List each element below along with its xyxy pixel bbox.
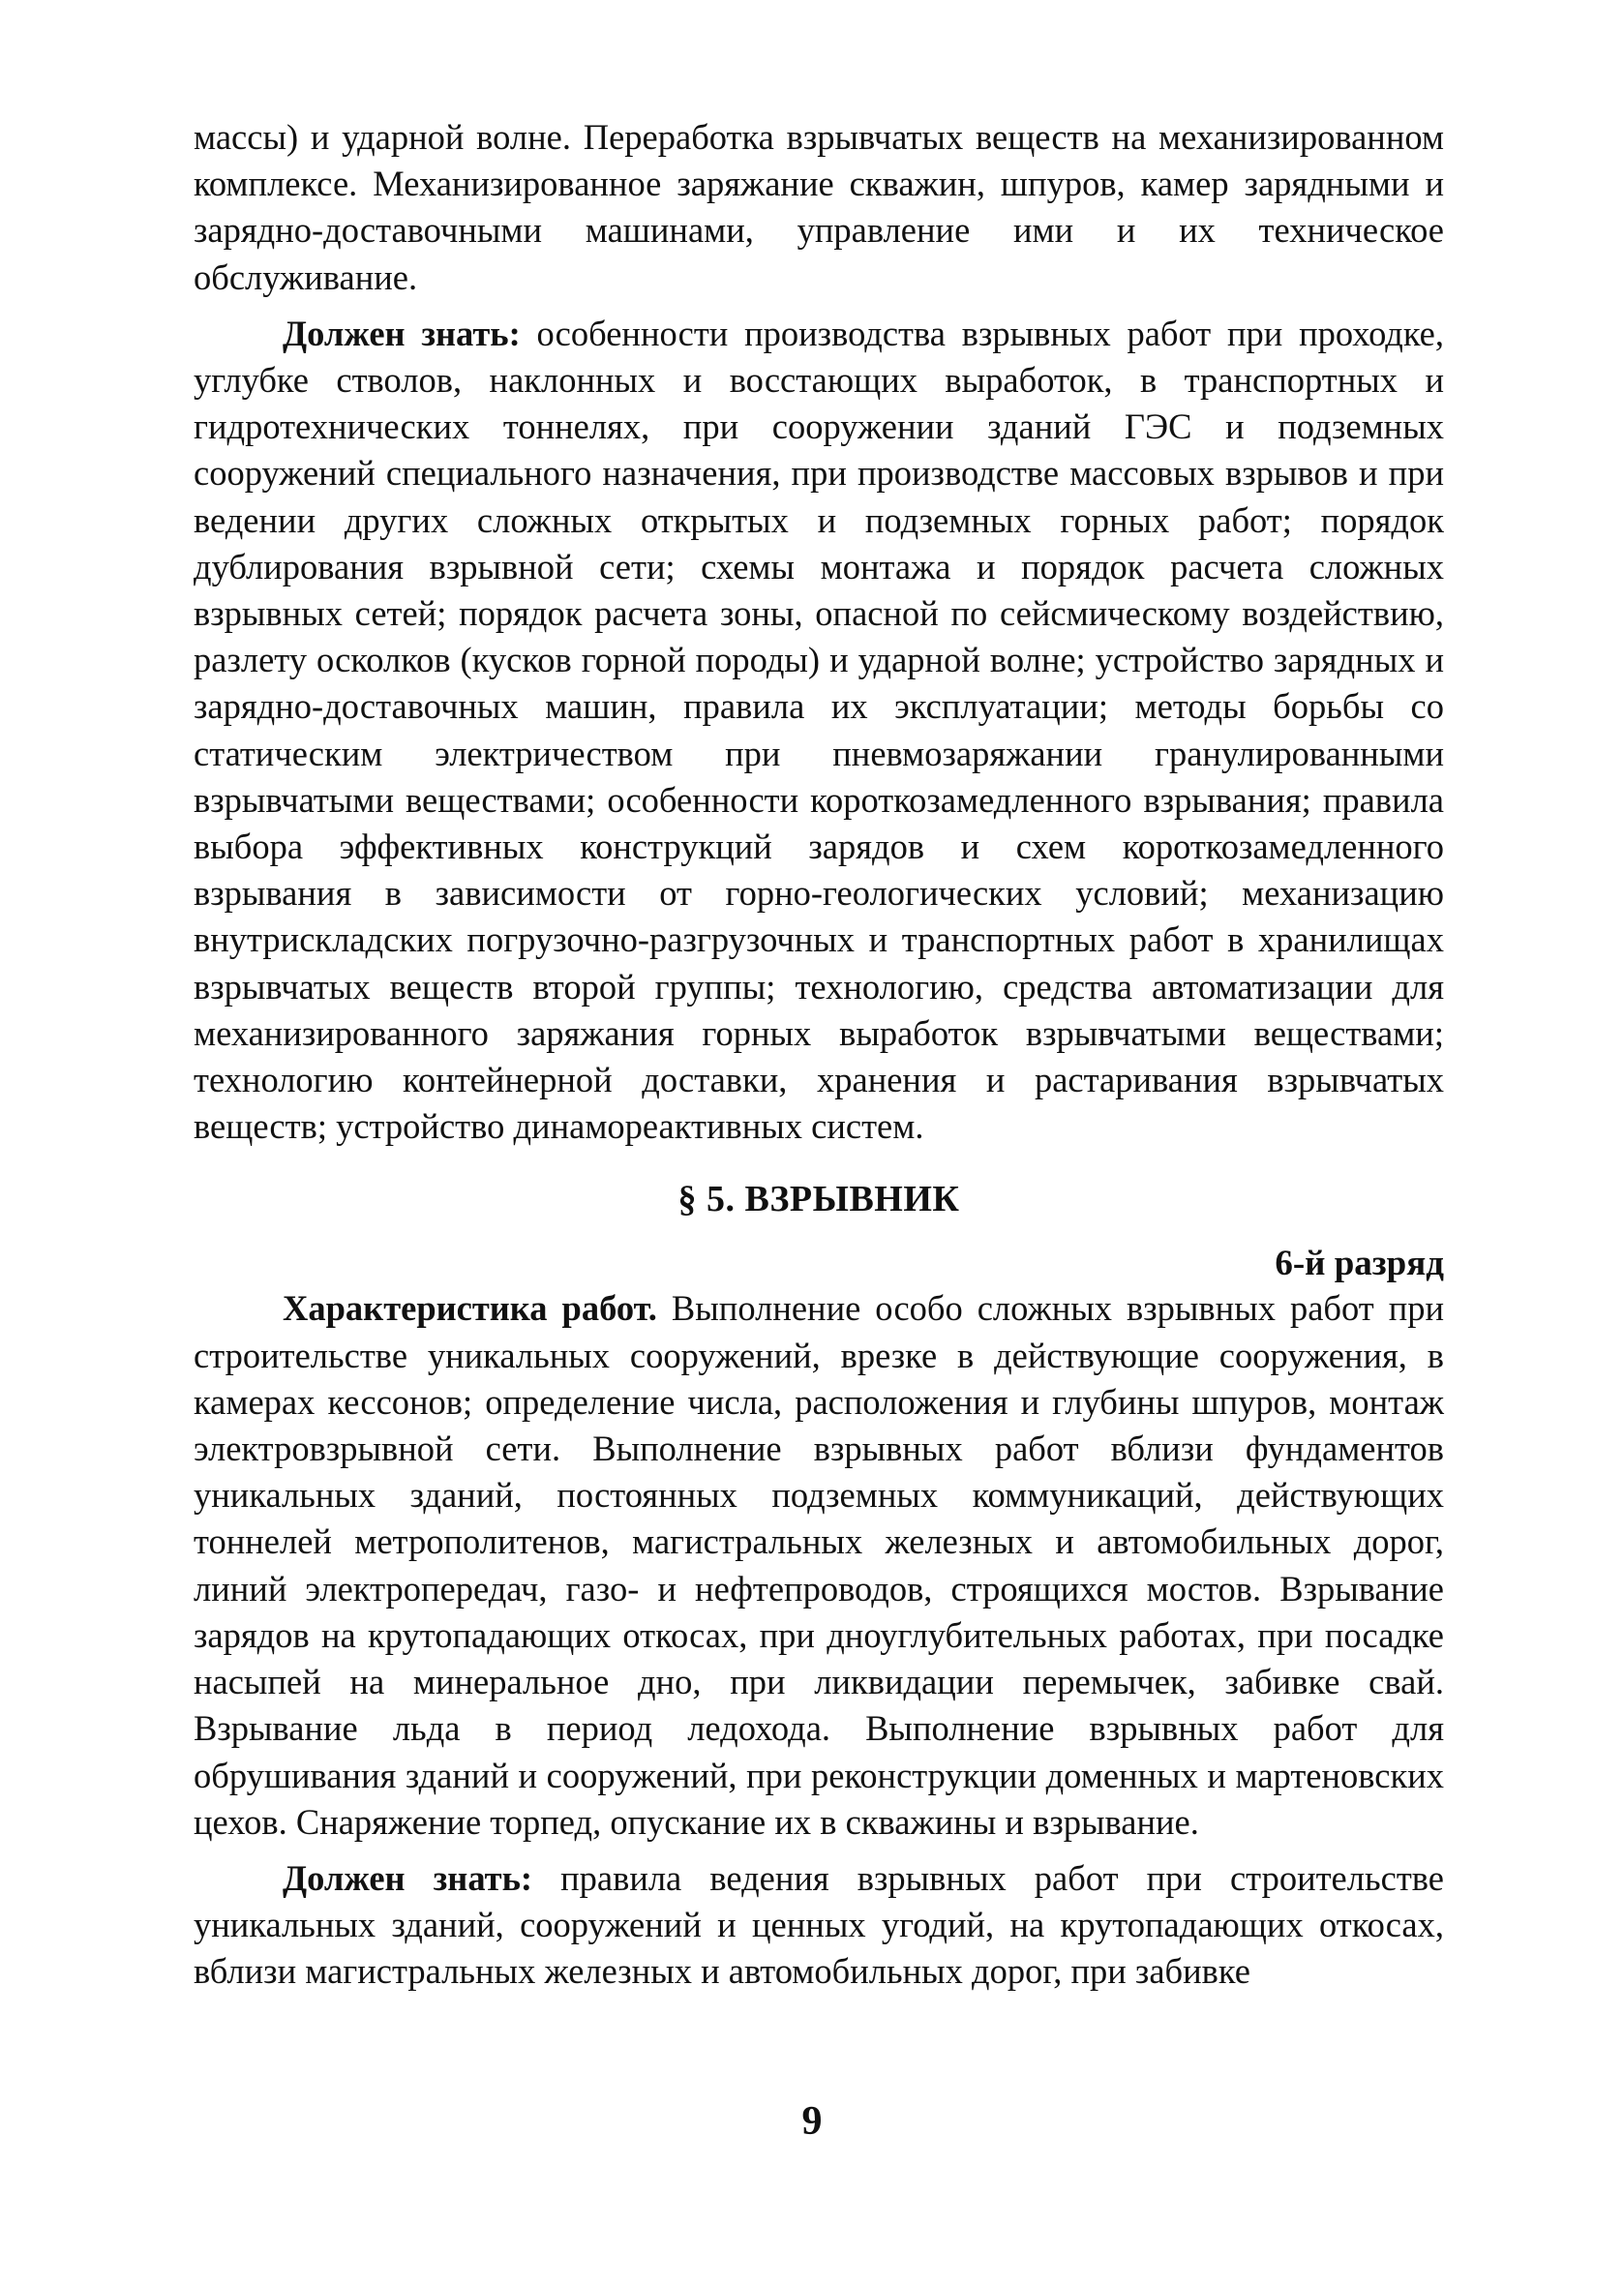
must-know-paragraph-1 (194, 311, 1444, 1151)
must-know-paragraph-2 (194, 1855, 1444, 1996)
grade-label: 6-й разряд (1275, 1244, 1444, 1284)
continuation-paragraph: массы) и ударной волне. Переработка взрывчатых веществ на механизированном комплексе. Механизированное заряжание скважин, шпуров, камер зарядными и зарядно-доставочными машинами, управление ими и их техническое обслуживание. (194, 117, 1444, 297)
document-page (194, 114, 1444, 1996)
must-know-text-1: особенности производства взрывных работ при проходке, углубке стволов, наклонных и восстающих выработок, в транспортных и гидротехнических тоннелях, при сооружении зданий ГЭС и подземных сооружений специального назначения, при производстве массовых взрывов и при ведении других сложных открытых и подземных горных работ; порядок дублирования взрывной сети; схемы монтажа и порядок расчета сложных взрывных сетей; порядок расчета зоны, опасной по сейсмическому воздействию, разлету осколков (кусков горной породы) и ударной волне; устройство зарядных и зарядно-доставочных машин, правила их эксплуатации; методы борьбы со статическим электричеством при пневмозаряжании гранулированными взрывчатыми веществами; особенности короткозамедленного взрывания; правила выбора эффективных конструкций зарядов и схем короткозамедленного взрывания в зависимости от горно-геологических условий; механизацию внутрискладских погрузочно-разгрузочных и транспортных работ в хранилищах взрывчатых веществ второй группы; технологию, средства автоматизации для механизированного заряжания горных выработок взрывчатыми веществами; технологию контейнерной доставки, хранения и растаривания взрывчатых веществ; устройство динамореактивных систем. (194, 313, 1444, 1147)
characteristics-text: Выполнение особо сложных взрывных работ при строительстве уникальных сооружений, врезке в действующие сооружения, в камерах кессонов; определение числа, расположения и глубины шпуров, монтаж электровзрывной сети. Выполнение взрывных работ вблизи фундаментов уникальных зданий, постоянных подземных коммуникаций, действующих тоннелей метрополитенов, магистральных железных и автомобильных дорог, линий электропередач, газо- и нефтепроводов, строящихся мостов. Взрывание зарядов на крутопадающих откосах, при дноуглубительных работах, при посадке насыпей на минеральное дно, при ликвидации перемычек, забивке свай. Взрывание льда в период ледохода. Выполнение взрывных работ для обрушивания зданий и сооружений, при реконструкции доменных и мартеновских цехов. Снаряжение торпед, опускание их в скважины и взрывание. (194, 1288, 1445, 1842)
characteristics-label: Характеристика работ. (283, 1288, 657, 1329)
section-heading: § 5. ВЗРЫВНИК (677, 1179, 960, 1220)
page-number: 9 (801, 2099, 823, 2144)
must-know-label-1: Должен знать: (283, 313, 521, 353)
must-know-label-2: Должен знать: (283, 1857, 533, 1898)
paragraph-gap (194, 301, 1444, 311)
paragraph-gap (194, 1846, 1444, 1855)
characteristics-paragraph (194, 1285, 1444, 1845)
must-know-text-2: правила ведения взрывных работ при строительстве уникальных зданий, сооружений и ценных угодий, на крутопадающих откосах, вблизи магистральных железных и автомобильных дорог, при забивке (194, 1857, 1444, 1992)
